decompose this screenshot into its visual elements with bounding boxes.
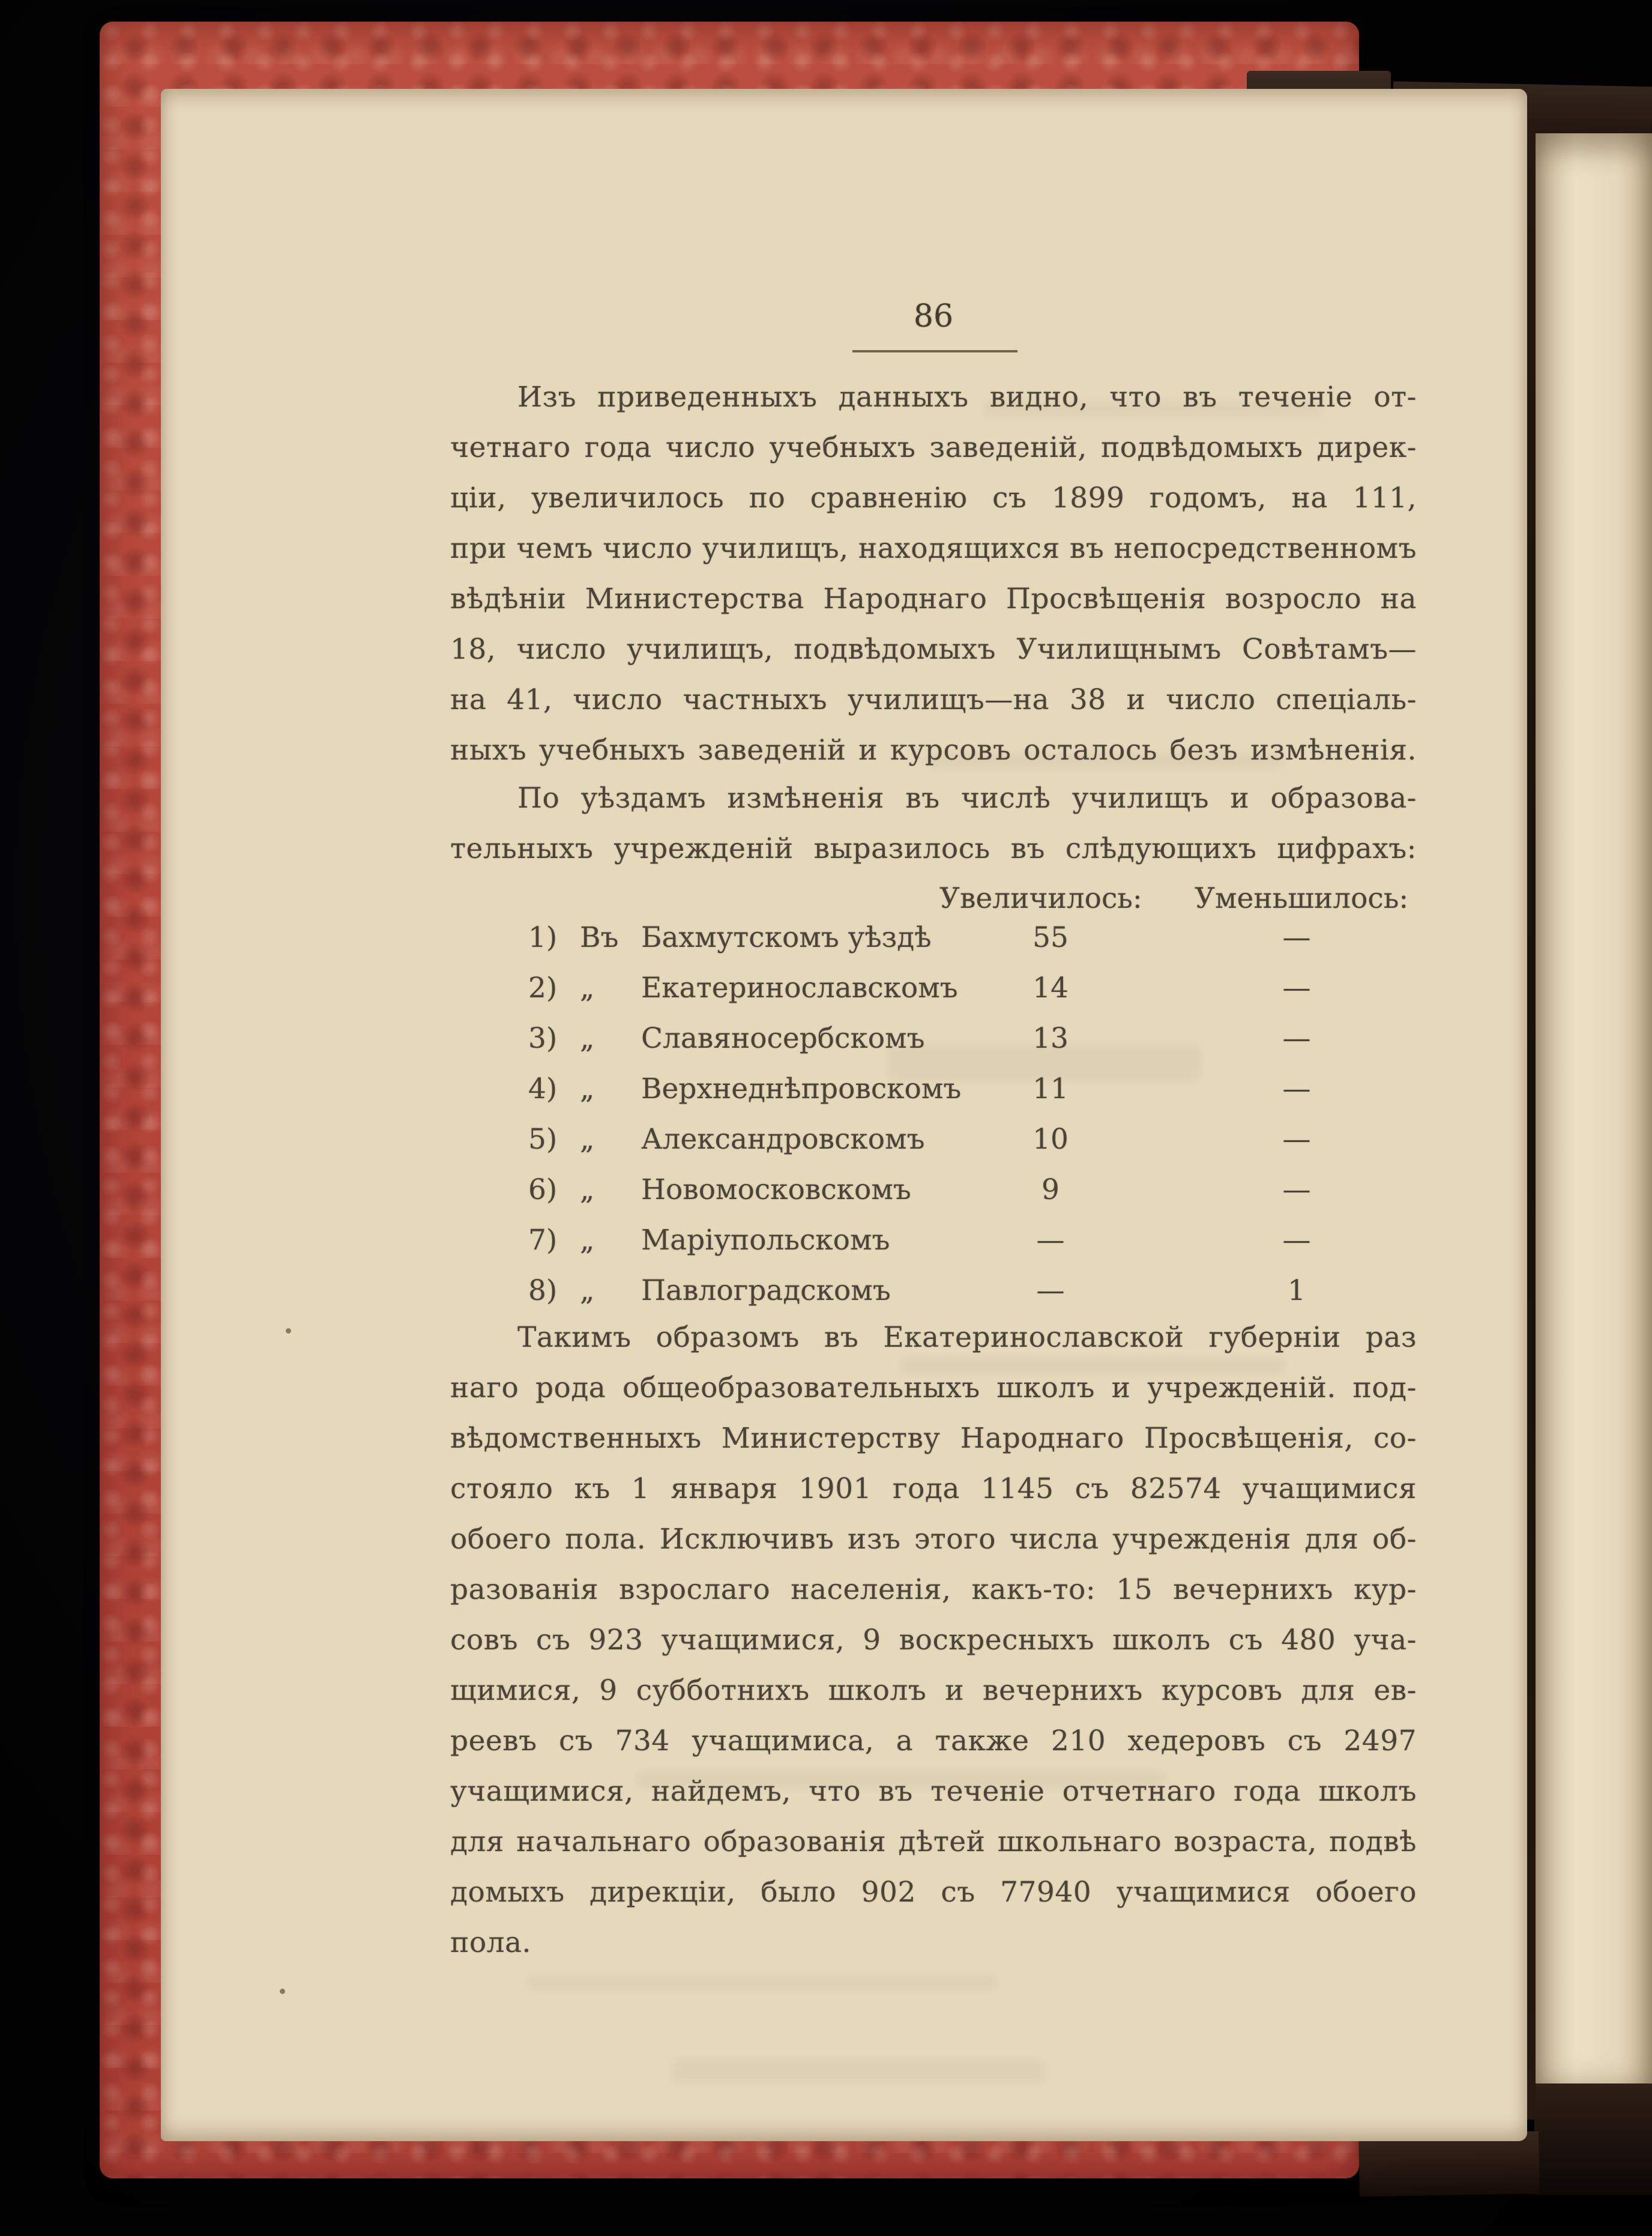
table-row xyxy=(450,1165,1417,1215)
page-number-block xyxy=(852,291,1020,342)
paragraph-line: вѣдомственныхъ Министерству Народнаго Просвѣщенія, со- xyxy=(450,1422,1417,1455)
table-row xyxy=(450,1014,1417,1064)
page-number-underline xyxy=(852,350,1017,352)
row-number: 2) xyxy=(528,971,558,1005)
row-decrease-value: — xyxy=(1282,1173,1311,1206)
row-number: 4) xyxy=(528,1072,558,1105)
paragraph-line: учащимися, найдемъ, что въ теченіе отчетнаго года школъ xyxy=(450,1775,1417,1808)
paragraph-line: стояло къ 1 января 1901 года 1145 съ 82574 учащимися xyxy=(450,1472,1417,1505)
row-decrease-value: — xyxy=(1282,971,1311,1005)
row-uyezd-name: Павлоградскомъ xyxy=(641,1274,891,1307)
row-number: 5) xyxy=(528,1123,558,1156)
row-increase-value: 11 xyxy=(1032,1072,1069,1105)
decrease-column-header: Уменьшилось: xyxy=(1195,882,1409,915)
row-number: 1) xyxy=(528,921,558,954)
row-decrease-value: — xyxy=(1282,1072,1311,1105)
row-uyezd-name: Екатеринославскомъ xyxy=(641,971,958,1005)
row-increase-value: 55 xyxy=(1032,921,1069,954)
row-decrease-value: — xyxy=(1282,1022,1311,1055)
paragraph-line: наго рода общеобразовательныхъ школъ и учрежденій. под- xyxy=(450,1371,1417,1404)
row-uyezd-name: Александровскомъ xyxy=(641,1123,925,1156)
row-uyezd-name: Славяносербскомъ xyxy=(641,1022,925,1055)
row-increase-value: 14 xyxy=(1032,971,1069,1005)
paragraph-line: ціи, увеличилось по сравненію съ 1899 годомъ, на 111, xyxy=(450,482,1417,515)
row-number: 6) xyxy=(528,1173,558,1206)
row-number: 7) xyxy=(528,1224,558,1257)
row-uyezd-name: Верхнеднѣпровскомъ xyxy=(641,1072,962,1105)
row-ditto-mark: „ xyxy=(580,1274,595,1307)
row-increase-value: 10 xyxy=(1032,1123,1069,1156)
table-row xyxy=(450,1215,1417,1266)
row-uyezd-name: Маріупольскомъ xyxy=(641,1224,890,1257)
row-number: 3) xyxy=(528,1022,558,1055)
row-ditto-mark: „ xyxy=(580,1072,595,1105)
paragraph-line: совъ съ 923 учащимися, 9 воскресныхъ школъ съ 480 уча- xyxy=(450,1624,1417,1657)
row-ditto-mark: „ xyxy=(580,1224,595,1257)
table-row xyxy=(450,963,1417,1014)
row-ditto-mark: „ xyxy=(580,1123,595,1156)
row-uyezd-name: Бахмутскомъ уѣздѣ xyxy=(641,921,932,954)
row-decrease-value: 1 xyxy=(1288,1274,1306,1307)
paragraph-line: домыхъ дирекціи, было 902 съ 77940 учащимися обоего xyxy=(450,1876,1417,1909)
row-decrease-value: — xyxy=(1282,1123,1311,1156)
row-increase-value: 9 xyxy=(1042,1173,1060,1206)
paragraph-line: ныхъ учебныхъ заведеній и курсовъ осталось безъ измѣненія. xyxy=(450,734,1417,767)
table-row xyxy=(450,913,1417,963)
row-increase-value: 13 xyxy=(1032,1022,1069,1055)
paragraph-line: вѣдѣніи Министерства Народнаго Просвѣщенія возросло на xyxy=(450,582,1417,615)
table-row xyxy=(450,1064,1417,1114)
paragraph-line: реевъ съ 734 учащимиса, а также 210 хедеровъ съ 2497 xyxy=(450,1724,1417,1757)
row-prefix: Въ xyxy=(580,921,619,954)
paragraph-line: четнаго года число учебныхъ заведеній, подвѣдомыхъ дирек- xyxy=(450,431,1417,464)
row-increase-value: — xyxy=(1036,1224,1065,1257)
paragraph-line: пола. xyxy=(450,1926,531,1959)
page-number: 86 xyxy=(913,298,954,334)
paragraph-line: щимися, 9 субботнихъ школъ и вечернихъ курсовъ для ев- xyxy=(450,1674,1417,1707)
row-decrease-value: — xyxy=(1282,1224,1311,1257)
paragraph-line: Такимъ образомъ въ Екатеринославской губерніи раз xyxy=(517,1321,1417,1354)
increase-column-header: Увеличилось: xyxy=(939,882,1142,915)
row-ditto-mark: „ xyxy=(580,1173,595,1206)
paragraph-line: разованія взрослаго населенія, какъ-то: 15 вечернихъ кур- xyxy=(450,1573,1417,1606)
row-increase-value: — xyxy=(1036,1274,1065,1307)
paragraph-line: 18, число училищъ, подвѣдомыхъ Училищнымъ Совѣтамъ— xyxy=(450,633,1417,666)
row-decrease-value: — xyxy=(1282,921,1311,954)
row-uyezd-name: Новомосковскомъ xyxy=(641,1173,911,1206)
row-number: 8) xyxy=(528,1274,558,1307)
paragraph-line: для начальнаго образованія дѣтей школьнаго возраста, подвѣ xyxy=(450,1825,1417,1858)
paragraph-line: По уѣздамъ измѣненія въ числѣ училищъ и образова- xyxy=(517,782,1417,815)
table-row xyxy=(450,1114,1417,1165)
paragraph-line: обоего пола. Исключивъ изъ этого числа учрежденія для об- xyxy=(450,1523,1417,1556)
paragraph-line: тельныхъ учрежденій выразилось въ слѣдующихъ цифрахъ: xyxy=(450,832,1417,865)
row-ditto-mark: „ xyxy=(580,971,595,1005)
table-row xyxy=(450,1266,1417,1316)
paragraph-line: на 41, число частныхъ училищъ—на 38 и число спеціаль- xyxy=(450,683,1417,716)
row-ditto-mark: „ xyxy=(580,1022,595,1055)
paragraph-line: Изъ приведенныхъ данныхъ видно, что въ теченіе от- xyxy=(517,381,1417,414)
paragraph-line: при чемъ число училищъ, находящихся въ непосредственномъ xyxy=(450,532,1417,565)
